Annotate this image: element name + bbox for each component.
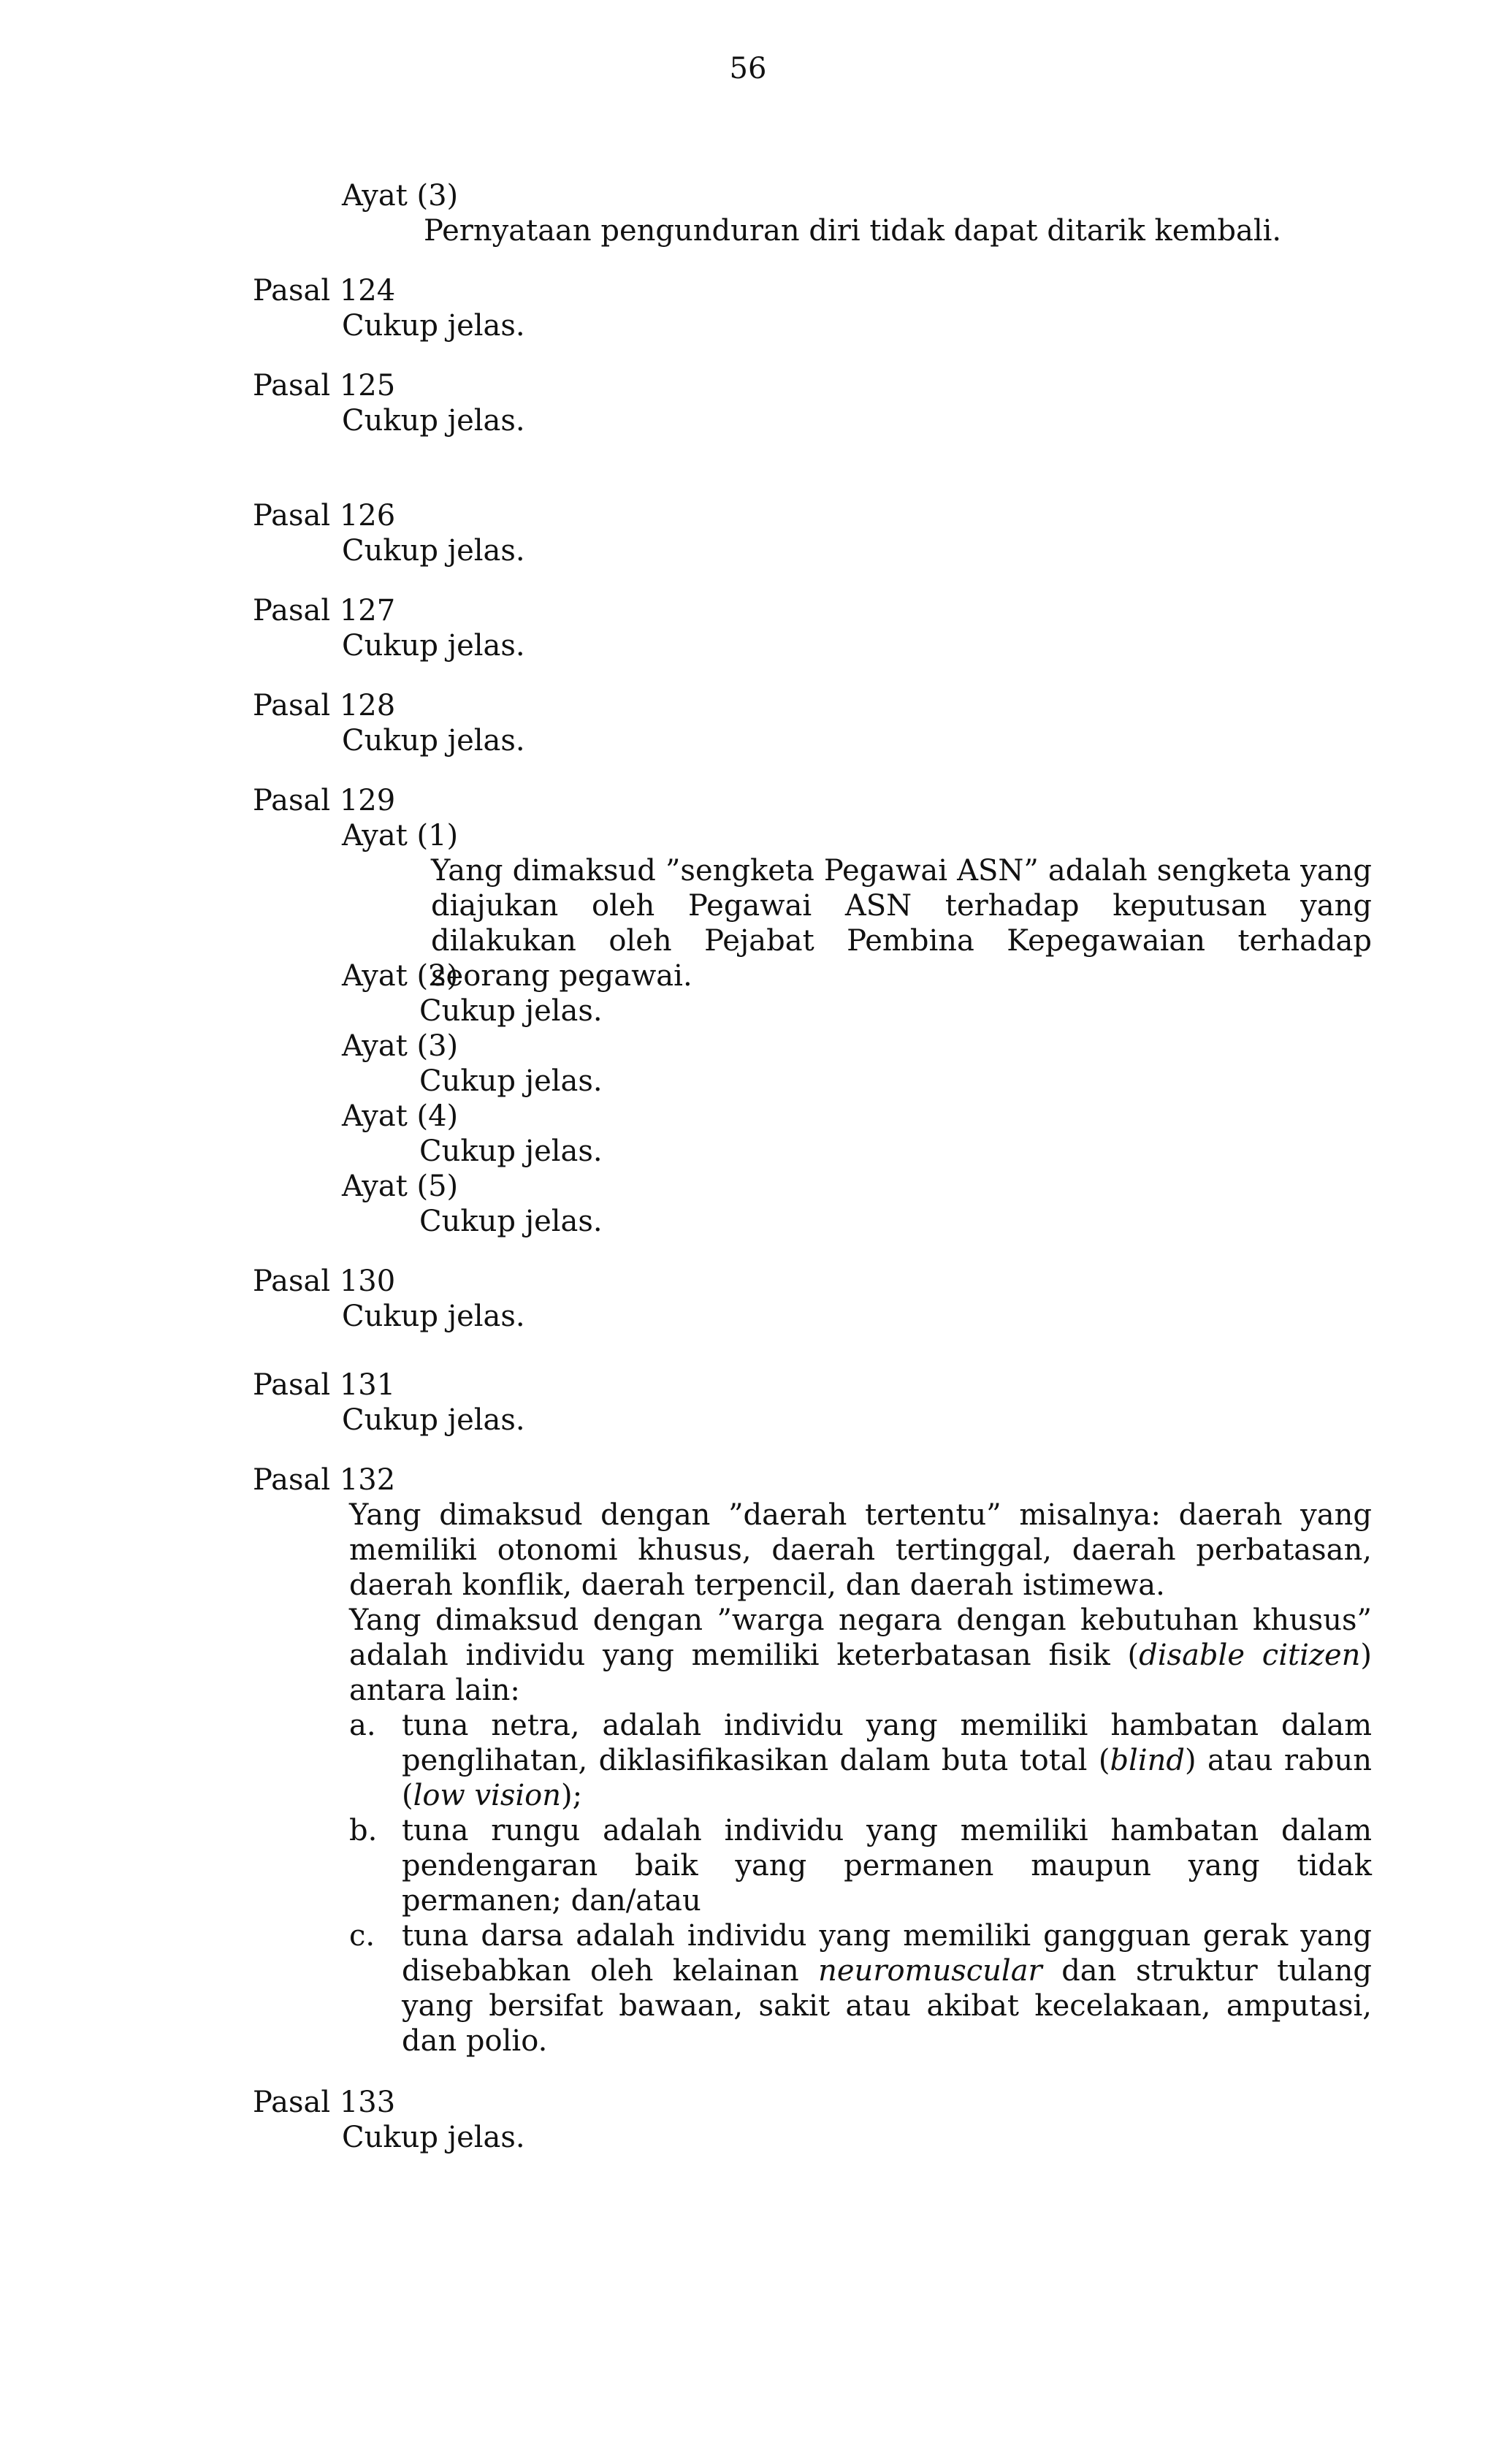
pasal-131-text: Cukup jelas.: [342, 1403, 525, 1437]
ayat-label: Ayat (4): [342, 1099, 459, 1133]
list-marker: c.: [349, 1919, 375, 1953]
pasal-125-heading: Pasal 125: [253, 369, 396, 403]
ayat-text: Cukup jelas.: [419, 1064, 603, 1098]
pasal-132-heading: Pasal 132: [253, 1463, 396, 1497]
pasal-131-heading: Pasal 131: [253, 1368, 396, 1402]
pasal-128-text: Cukup jelas.: [342, 724, 525, 758]
ayat-label: Ayat (1): [342, 819, 459, 853]
list-marker: b.: [349, 1814, 378, 1847]
pasal-130-heading: Pasal 130: [253, 1265, 396, 1298]
ayat-text: Cukup jelas.: [419, 1205, 603, 1238]
pasal-126-text: Cukup jelas.: [342, 534, 525, 568]
pasal-133-text: Cukup jelas.: [342, 2121, 525, 2154]
list-marker: a.: [349, 1709, 376, 1742]
pasal-126-heading: Pasal 126: [253, 499, 396, 533]
pasal-125-text: Cukup jelas.: [342, 404, 525, 438]
pasal-124-text: Cukup jelas.: [342, 309, 525, 343]
ayat-text: Cukup jelas.: [419, 994, 603, 1028]
list-item: [349, 1708, 1372, 1813]
pasal-128-heading: Pasal 128: [253, 689, 396, 722]
ayat-label: Ayat (3): [342, 1029, 459, 1063]
list-item-text: tuna netra, adalah individu yang memiliki hambatan dalam penglihatan, diklasifikasikan dalam buta total (blind) atau rabun (low vision);: [402, 1709, 1372, 1812]
list-item: [349, 1813, 1372, 1918]
pasal-129-heading: Pasal 129: [253, 784, 396, 817]
paragraph: Yang dimaksud dengan ”daerah tertentu” misalnya: daerah yang memiliki otonomi khusus, daerah tertinggal, daerah perbatasan, daerah konflik, daerah terpencil, dan daerah istimewa.: [349, 1498, 1372, 1602]
ayat-label: Ayat (3): [342, 179, 459, 213]
pasal-127-text: Cukup jelas.: [342, 629, 525, 663]
page-number: 56: [729, 52, 767, 85]
ayat-text: Cukup jelas.: [419, 1134, 603, 1168]
paragraph: Yang dimaksud dengan ”warga negara dengan kebutuhan khusus” adalah individu yang memiliki keterbatasan fisik (disable citizen) antara lain:: [349, 1603, 1372, 1707]
list-item: [349, 1918, 1372, 2059]
pasal-132-body: [349, 1498, 1372, 2059]
pasal-124-heading: Pasal 124: [253, 274, 396, 308]
pasal-127-heading: Pasal 127: [253, 594, 396, 628]
ayat-text: Yang dimaksud ”sengketa Pegawai ASN” adalah sengketa yang diajukan oleh Pegawai ASN terhadap keputusan yang dilakukan oleh Pejabat Pembina Kepegawaian terhadap seorang pegawai.: [431, 854, 1372, 993]
list-item-text: tuna rungu adalah individu yang memiliki hambatan dalam pendengaran baik yang permanen maupun yang tidak permanen; dan/atau: [402, 1814, 1372, 1918]
pasal-133-heading: Pasal 133: [253, 2086, 396, 2119]
ayat-text: Pernyataan pengunduran diri tidak dapat ditarik kembali.: [424, 214, 1282, 248]
list-item-text: tuna darsa adalah individu yang memiliki gangguan gerak yang disebabkan oleh kelainan neuromuscular dan struktur tulang yang bersifat bawaan, sakit atau akibat kecelakaan, amputasi, dan polio.: [402, 1919, 1373, 2058]
ayat-label: Ayat (2): [342, 959, 459, 993]
pasal-130-text: Cukup jelas.: [342, 1300, 525, 1333]
ayat-label: Ayat (5): [342, 1170, 459, 1203]
